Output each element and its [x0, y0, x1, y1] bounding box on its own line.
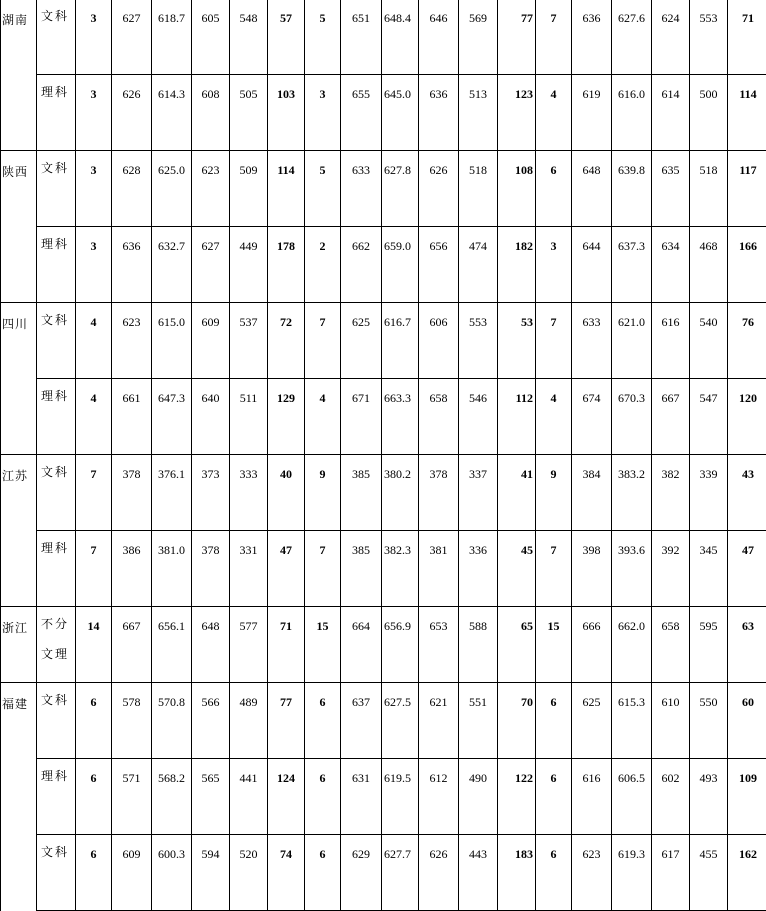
score-cell: 645.0: [382, 75, 419, 151]
score-cell: 9: [536, 455, 572, 531]
score-cell: 3: [305, 75, 341, 151]
score-cell: 578: [112, 683, 152, 759]
score-cell: 380.2: [382, 455, 419, 531]
score-cell: 43: [728, 455, 766, 531]
score-cell: 6: [305, 683, 341, 759]
score-cell: 509: [230, 151, 268, 227]
score-cell: 520: [230, 835, 268, 911]
score-cell: 53: [498, 303, 536, 379]
score-cell: 588: [459, 607, 498, 683]
score-cell: 6: [76, 759, 112, 835]
score-cell: 550: [690, 683, 728, 759]
score-cell: 378: [112, 455, 152, 531]
score-cell: 537: [230, 303, 268, 379]
score-cell: 331: [230, 531, 268, 607]
score-cell: 553: [690, 0, 728, 75]
score-cell: 183: [498, 835, 536, 911]
score-cell: 606: [419, 303, 459, 379]
score-cell: 14: [76, 607, 112, 683]
score-cell: 626: [419, 835, 459, 911]
score-cell: 619.5: [382, 759, 419, 835]
table-row: [1, 683, 766, 759]
score-cell: 629: [341, 835, 382, 911]
score-cell: 381: [419, 531, 459, 607]
score-cell: 336: [459, 531, 498, 607]
score-cell: 619: [572, 75, 612, 151]
score-cell: 624: [652, 0, 690, 75]
score-cell: 619.3: [612, 835, 652, 911]
score-cell: 500: [690, 75, 728, 151]
score-cell: 658: [652, 607, 690, 683]
score-cell: 565: [192, 759, 230, 835]
score-cell: 2: [305, 227, 341, 303]
score-cell: 634: [652, 227, 690, 303]
score-cell: 124: [268, 759, 305, 835]
score-cell: 7: [76, 455, 112, 531]
score-cell: 615.3: [612, 683, 652, 759]
score-cell: 647.3: [152, 379, 192, 455]
subject-type-cell: 理科: [37, 227, 76, 303]
score-cell: 345: [690, 531, 728, 607]
score-cell: 385: [341, 531, 382, 607]
province-cell: [1, 75, 37, 151]
score-cell: 40: [268, 455, 305, 531]
score-cell: 449: [230, 227, 268, 303]
score-cell: 655: [341, 75, 382, 151]
province-cell: [1, 531, 37, 607]
score-cell: 15: [536, 607, 572, 683]
score-cell: 71: [728, 0, 766, 75]
score-cell: 443: [459, 835, 498, 911]
score-cell: 569: [459, 0, 498, 75]
score-cell: 594: [192, 835, 230, 911]
score-cell: 120: [728, 379, 766, 455]
score-cell: 640: [192, 379, 230, 455]
subject-type-cell: 不分文理: [37, 607, 76, 683]
subject-type-cell: 文科: [37, 455, 76, 531]
score-cell: 518: [690, 151, 728, 227]
score-cell: 577: [230, 607, 268, 683]
score-cell: 666: [572, 607, 612, 683]
table-row: [1, 151, 766, 227]
score-cell: 609: [192, 303, 230, 379]
score-cell: 648.4: [382, 0, 419, 75]
score-cell: 382: [652, 455, 690, 531]
score-cell: 623: [192, 151, 230, 227]
score-cell: 45: [498, 531, 536, 607]
score-cell: 57: [268, 0, 305, 75]
score-cell: 489: [230, 683, 268, 759]
score-cell: 3: [536, 227, 572, 303]
score-cell: 667: [652, 379, 690, 455]
score-cell: 383.2: [612, 455, 652, 531]
score-cell: 627.7: [382, 835, 419, 911]
score-cell: 112: [498, 379, 536, 455]
score-cell: 6: [305, 759, 341, 835]
score-cell: 393.6: [612, 531, 652, 607]
province-cell: 江苏: [1, 455, 37, 531]
score-cell: 15: [305, 607, 341, 683]
score-cell: 547: [690, 379, 728, 455]
score-cell: 382.3: [382, 531, 419, 607]
score-cell: 540: [690, 303, 728, 379]
score-cell: 63: [728, 607, 766, 683]
score-cell: 455: [690, 835, 728, 911]
score-cell: 5: [305, 151, 341, 227]
province-cell: 陕西: [1, 151, 37, 227]
score-cell: 627.8: [382, 151, 419, 227]
score-cell: 505: [230, 75, 268, 151]
score-cell: 614.3: [152, 75, 192, 151]
score-cell: 122: [498, 759, 536, 835]
score-cell: 493: [690, 759, 728, 835]
score-cell: 621.0: [612, 303, 652, 379]
score-cell: 615.0: [152, 303, 192, 379]
subject-type-cell: 文科: [37, 835, 76, 911]
score-cell: 378: [192, 531, 230, 607]
score-cell: 339: [690, 455, 728, 531]
score-cell: 4: [76, 303, 112, 379]
score-cell: 7: [536, 0, 572, 75]
score-cell: 608: [192, 75, 230, 151]
score-cell: 636: [112, 227, 152, 303]
score-cell: 623: [572, 835, 612, 911]
score-cell: 635: [652, 151, 690, 227]
score-cell: 605: [192, 0, 230, 75]
score-cell: 103: [268, 75, 305, 151]
score-cell: 129: [268, 379, 305, 455]
score-cell: 627.5: [382, 683, 419, 759]
score-cell: 551: [459, 683, 498, 759]
score-cell: 6: [536, 759, 572, 835]
subject-type-cell: 理科: [37, 75, 76, 151]
score-cell: 671: [341, 379, 382, 455]
score-cell: 333: [230, 455, 268, 531]
score-cell: 398: [572, 531, 612, 607]
score-cell: 386: [112, 531, 152, 607]
province-cell: [1, 379, 37, 455]
score-cell: 636: [419, 75, 459, 151]
score-cell: 4: [76, 379, 112, 455]
score-cell: 3: [76, 75, 112, 151]
score-cell: 3: [76, 151, 112, 227]
score-cell: 610: [652, 683, 690, 759]
score-cell: 616: [652, 303, 690, 379]
score-cell: 632.7: [152, 227, 192, 303]
score-cell: 625: [341, 303, 382, 379]
subject-type-cell: 文科: [37, 0, 76, 75]
score-cell: 518: [459, 151, 498, 227]
score-cell: 618.7: [152, 0, 192, 75]
score-cell: 392: [652, 531, 690, 607]
score-cell: 182: [498, 227, 536, 303]
score-cell: 663.3: [382, 379, 419, 455]
score-cell: 614: [652, 75, 690, 151]
subject-type-cell: 理科: [37, 531, 76, 607]
score-cell: 385: [341, 455, 382, 531]
score-cell: 5: [305, 0, 341, 75]
score-cell: 625: [572, 683, 612, 759]
score-cell: 659.0: [382, 227, 419, 303]
score-cell: 602: [652, 759, 690, 835]
score-cell: 617: [652, 835, 690, 911]
table-row: [1, 759, 766, 835]
table-row: [1, 607, 766, 683]
score-cell: 4: [305, 379, 341, 455]
score-cell: 658: [419, 379, 459, 455]
score-cell: 648: [192, 607, 230, 683]
score-cell: 47: [268, 531, 305, 607]
table-row: [1, 303, 766, 379]
score-cell: 337: [459, 455, 498, 531]
score-cell: 661: [112, 379, 152, 455]
score-cell: 656.1: [152, 607, 192, 683]
score-cell: 114: [728, 75, 766, 151]
score-cell: 7: [76, 531, 112, 607]
province-cell: [1, 227, 37, 303]
score-cell: 664: [341, 607, 382, 683]
province-cell: 浙江: [1, 607, 37, 683]
score-cell: 108: [498, 151, 536, 227]
score-cell: 474: [459, 227, 498, 303]
score-cell: 511: [230, 379, 268, 455]
province-cell: [1, 835, 37, 911]
score-cell: 566: [192, 683, 230, 759]
score-cell: 65: [498, 607, 536, 683]
score-cell: 627.6: [612, 0, 652, 75]
score-cell: 468: [690, 227, 728, 303]
score-cell: 381.0: [152, 531, 192, 607]
table-row: [1, 75, 766, 151]
score-cell: 4: [536, 75, 572, 151]
score-cell: 637: [341, 683, 382, 759]
score-cell: 627: [112, 0, 152, 75]
score-cell: 77: [268, 683, 305, 759]
score-cell: 648: [572, 151, 612, 227]
score-cell: 47: [728, 531, 766, 607]
score-cell: 60: [728, 683, 766, 759]
score-cell: 546: [459, 379, 498, 455]
score-cell: 609: [112, 835, 152, 911]
score-cell: 633: [572, 303, 612, 379]
score-cell: 636: [572, 0, 612, 75]
score-cell: 166: [728, 227, 766, 303]
score-cell: 553: [459, 303, 498, 379]
score-cell: 644: [572, 227, 612, 303]
score-cell: 109: [728, 759, 766, 835]
score-cell: 71: [268, 607, 305, 683]
score-cell: 72: [268, 303, 305, 379]
score-cell: 378: [419, 455, 459, 531]
score-cell: 77: [498, 0, 536, 75]
subject-type-cell: 文科: [37, 151, 76, 227]
score-cell: 616.0: [612, 75, 652, 151]
score-cell: 6: [536, 835, 572, 911]
score-cell: 670.3: [612, 379, 652, 455]
score-cell: 674: [572, 379, 612, 455]
score-cell: 70: [498, 683, 536, 759]
score-cell: 612: [419, 759, 459, 835]
score-cell: 76: [728, 303, 766, 379]
table-row: [1, 227, 766, 303]
score-cell: 616: [572, 759, 612, 835]
score-cell: 6: [76, 683, 112, 759]
score-cell: 631: [341, 759, 382, 835]
score-cell: 441: [230, 759, 268, 835]
score-cell: 637.3: [612, 227, 652, 303]
score-cell: 117: [728, 151, 766, 227]
score-cell: 6: [536, 683, 572, 759]
score-cell: 656: [419, 227, 459, 303]
score-cell: 667: [112, 607, 152, 683]
score-cell: 595: [690, 607, 728, 683]
score-cell: 41: [498, 455, 536, 531]
score-cell: 162: [728, 835, 766, 911]
table-row: [1, 379, 766, 455]
score-cell: 6: [76, 835, 112, 911]
score-cell: 3: [76, 0, 112, 75]
score-cell: 384: [572, 455, 612, 531]
score-cell: 7: [305, 531, 341, 607]
table-row: [1, 835, 766, 911]
score-cell: 662: [341, 227, 382, 303]
subject-type-cell: 文科: [37, 303, 76, 379]
table-row: [1, 0, 766, 75]
table-body: [1, 0, 766, 911]
score-cell: 626: [112, 75, 152, 151]
subject-type-cell: 理科: [37, 759, 76, 835]
score-cell: 4: [536, 379, 572, 455]
score-cell: 626: [419, 151, 459, 227]
score-cell: 628: [112, 151, 152, 227]
score-cell: 114: [268, 151, 305, 227]
table-row: [1, 455, 766, 531]
province-cell: 湖南: [1, 0, 37, 75]
province-cell: 福建: [1, 683, 37, 759]
score-cell: 662.0: [612, 607, 652, 683]
score-cell: 123: [498, 75, 536, 151]
score-cell: 7: [536, 303, 572, 379]
score-cell: 9: [305, 455, 341, 531]
province-cell: [1, 759, 37, 835]
score-cell: 513: [459, 75, 498, 151]
score-cell: 7: [305, 303, 341, 379]
score-cell: 600.3: [152, 835, 192, 911]
score-cell: 571: [112, 759, 152, 835]
score-cell: 651: [341, 0, 382, 75]
score-cell: 74: [268, 835, 305, 911]
province-cell: 四川: [1, 303, 37, 379]
score-cell: 570.8: [152, 683, 192, 759]
subject-type-cell: 理科: [37, 379, 76, 455]
score-cell: 490: [459, 759, 498, 835]
score-cell: 633: [341, 151, 382, 227]
score-cell: 623: [112, 303, 152, 379]
score-cell: 656.9: [382, 607, 419, 683]
score-cell: 616.7: [382, 303, 419, 379]
subject-type-cell: 文科: [37, 683, 76, 759]
score-cell: 376.1: [152, 455, 192, 531]
score-cell: 653: [419, 607, 459, 683]
score-cell: 3: [76, 227, 112, 303]
score-cell: 6: [305, 835, 341, 911]
score-cell: 606.5: [612, 759, 652, 835]
table-row: [1, 531, 766, 607]
score-cell: 646: [419, 0, 459, 75]
score-cell: 6: [536, 151, 572, 227]
score-cell: 178: [268, 227, 305, 303]
score-cell: 7: [536, 531, 572, 607]
score-cell: 373: [192, 455, 230, 531]
score-cell: 625.0: [152, 151, 192, 227]
score-cell: 621: [419, 683, 459, 759]
score-cell: 568.2: [152, 759, 192, 835]
score-cell: 548: [230, 0, 268, 75]
score-cell: 639.8: [612, 151, 652, 227]
score-cell: 627: [192, 227, 230, 303]
